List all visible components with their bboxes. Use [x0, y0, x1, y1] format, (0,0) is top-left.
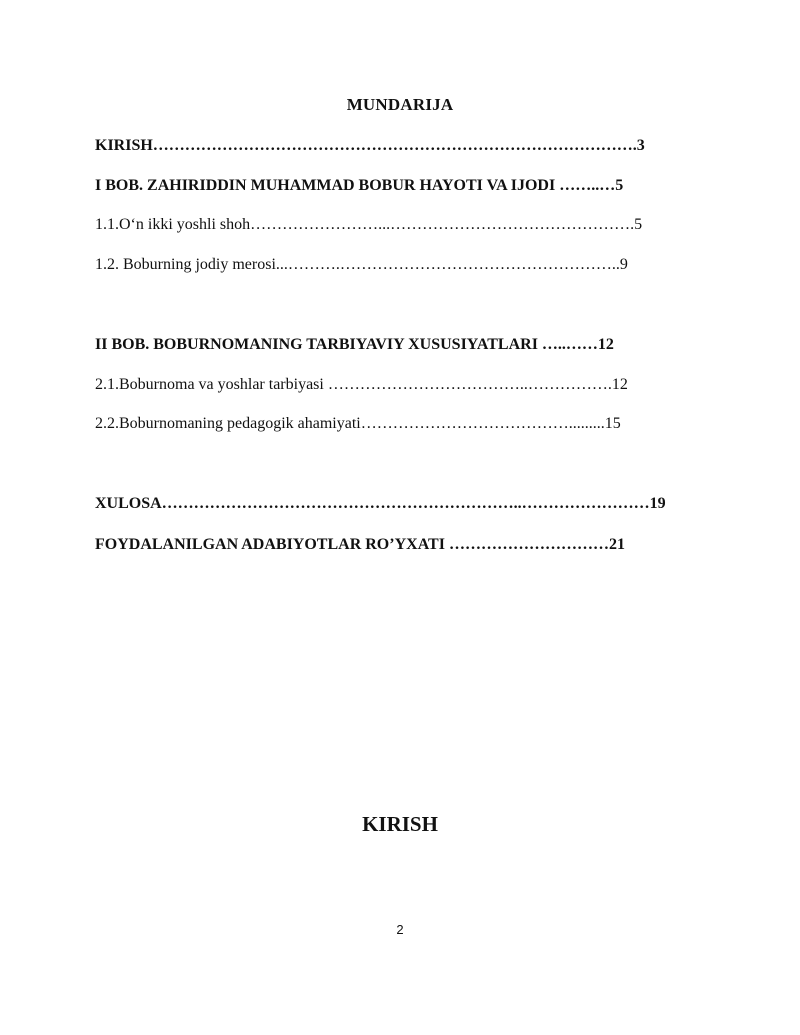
toc-entry-1-1: 1.1.O‘n ikki yoshli shoh……………………...……………………………………….5	[95, 216, 643, 233]
section-heading: KIRISH	[362, 812, 438, 836]
toc-entry-2-2: 2.2.Boburnomaning pedagogik ahamiyati………………………………….........15	[95, 415, 621, 432]
toc-entry-1-2: 1.2. Boburning jodiy merosi...……….……………………………………………..9	[95, 256, 628, 273]
toc-entry-chapter-1: I BOB. ZAHIRIDDIN MUHAMMAD BOBUR HAYOTI VA IJODI ……..…5	[95, 177, 624, 194]
toc-entry-references: FOYDALANILGAN ADABIYOTLAR RO’YXATI …………………………21	[95, 536, 625, 553]
toc-entry-2-1: 2.1.Boburnoma va yoshlar tarbiyasi ………………………………..…………….12	[95, 376, 628, 393]
toc-entry-chapter-2: II BOB. BOBURNOMANING TARBIYAVIY XUSUSIYATLARI …..……12	[95, 336, 614, 353]
toc-entry-xulosa: XULOSA…………………………………………………………..……………………19	[95, 495, 666, 512]
toc-entry-kirish: KIRISH……………………………………………………………………………….3	[95, 137, 645, 154]
toc-title: MUNDARIJA	[346, 95, 454, 114]
page-number: 2	[396, 922, 404, 937]
